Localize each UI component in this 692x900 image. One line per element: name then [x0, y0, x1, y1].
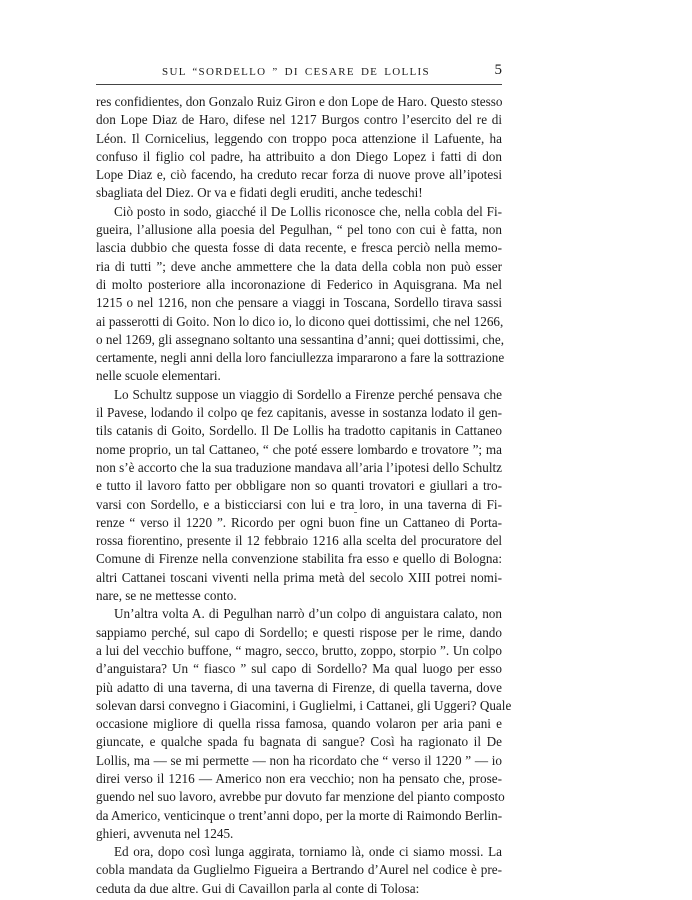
- text-line: 1215 o nel 1216, non che pensare a viaggi in Toscana, Sordello tirava sassi: [96, 295, 502, 311]
- text-line: nome proprio, un tal Cattaneo, “ che poté essere lombardo e trovatore ”; ma: [96, 441, 502, 457]
- running-title: SUL “SORDELLO ” DI CESARE DE LOLLIS: [162, 66, 430, 78]
- text-line: certamente, negli anni della loro fanciullezza impararono a fare la sottrazione: [96, 350, 505, 366]
- text-line: cobla mandata da Guglielmo Figueira a Bertrando d’Aurel nel codice è pre-: [96, 862, 502, 878]
- text-line: Ed ora, dopo così lunga aggirata, torniamo là, onde ci siamo mossi. La: [114, 844, 502, 860]
- text-line: occasione migliore di quella rissa famosa, quando volaron per aria pani e: [96, 716, 502, 732]
- text-line: ghieri, avvenuta nel 1245.: [96, 825, 234, 841]
- text-line: sappiamo perché, sul capo di Sordello; e questi rispose per le rime, dando: [96, 624, 502, 640]
- text-line: varsi con Sordello, e a bisticciarsi con lui e tra loro, in una taverna di Fi-: [96, 496, 502, 512]
- text-line: da Americo, venticinque o trent’anni dopo, per la morte di Raimondo Berlin-: [96, 807, 503, 823]
- text-line: d’anguistara? Un “ fiasco ” sul capo di Sordello? Ma qual luogo per esso: [96, 661, 502, 677]
- text-line: guendo nel suo lavoro, avrebbe pur dovuto far menzione del pianto composto: [96, 789, 505, 805]
- text-line: confuso il figlio col padre, ha attribuito a don Diego Lopez i fatti di don: [96, 148, 502, 164]
- running-head: [96, 62, 502, 84]
- text-line: gueira, l’allusione alla poesia del Pegulhan, “ pel tono con cui è fatta, non: [96, 222, 502, 238]
- text-line: don Lope Diaz de Haro, difese nel 1217 Burgos contro l’esercito del re di: [96, 112, 502, 128]
- text-line: nelle scuole elementari.: [96, 368, 221, 384]
- text-line: Léon. Il Cornicelius, leggendo con troppo poca attenzione il Lafuente, ha: [96, 130, 502, 146]
- text-line: o nel 1269, gli assegnano soltanto una sessantina d’anni; quei dottissimi, che,: [96, 331, 505, 347]
- text-line: sbagliata del Diez. Or va e fidati degli eruditi, anche tedeschi!: [96, 185, 423, 201]
- text-line: ceduta da due altre. Gui di Cavaillon parla al conte di Tolosa:: [96, 880, 420, 896]
- text-line: renze “ verso il 1220 ”. Ricordo per ogni buon fine un Cattaneo di Porta-: [96, 514, 502, 530]
- text-line: lascia dubbio che questa fosse di data recente, e fresca perciò nella memo-: [96, 240, 502, 256]
- page-number: 5: [494, 62, 502, 78]
- text-line: Lo Schultz suppose un viaggio di Sordello a Firenze perché pensava che: [114, 386, 502, 402]
- text-line: di molto posteriore alla incoronazione di Federico in Aquisgrana. Ma nel: [96, 276, 502, 292]
- text-line: ai passerotti di Goito. Non lo dico io, lo dicono quei dottissimi, che nel 1266,: [96, 313, 504, 329]
- text-line: altri Cattanei toscani viventi nella prima metà del secolo XIII potrei nomi-: [96, 569, 502, 585]
- text-line: Lope Diaz e, ciò facendo, ha creduto recar forza di nuove prove all’ipotesi: [96, 167, 502, 183]
- text-line: Ciò posto in sodo, giacché il De Lollis riconosce che, nella cobla del Fi-: [114, 203, 502, 219]
- text-line: a lui del vecchio buffone, “ magro, secco, brutto, zoppo, storpio ”. Un colpo: [96, 642, 502, 658]
- text-line: Lollis, ma — se mi permette — non ha ricordato che “ verso il 1220 ” — io: [96, 752, 502, 768]
- text-line: solevan darsi convegno i Giacomini, i Guglielmi, i Cattanei, gli Uggeri? Quale: [96, 697, 512, 713]
- text-line: Comune di Firenze nella convenzione stabilita fra esso e quello di Bologna:: [96, 551, 502, 567]
- text-line: direi verso il 1216 — Americo non era vecchio; non ha pensato che, prose-: [96, 770, 502, 786]
- text-line: tils catanis di Goito, Sordello. Il De Lollis ha tradotto capitanis in Cattaneo: [96, 423, 502, 439]
- text-line: ria di tutti ”; deve anche ammettere che la data della cobla non può esser: [96, 258, 502, 274]
- text-line: rossa fiorentino, presente il 12 febbraio 1216 alla scelta del procuratore del: [96, 533, 502, 549]
- text-line: più adatto di una taverna, di una taverna di Firenze, di quella taverna, dove: [96, 679, 502, 695]
- text-line: giuncate, e qualche spada fu bagnata di sangue? Così ha ragionato il De: [96, 734, 502, 750]
- text-line: res confidientes, don Gonzalo Ruiz Giron e don Lope de Haro. Questo stesso: [96, 94, 503, 109]
- text-line: non s’è accorto che la sua traduzione mandava all’aria l’ipotesi dello Schultz: [96, 459, 502, 475]
- header-rule: [96, 84, 502, 85]
- text-line: nare, se ne mettesse conto.: [96, 588, 237, 604]
- body-text: [96, 93, 512, 898]
- print-speck: [354, 512, 357, 513]
- text-line: il Pavese, lodando il colpo qe fez capitanis, avesse in sostanza lodato il gen-: [96, 405, 502, 421]
- text-line: e tutto il lavoro fatto per obbligare non so quanti trovatori e giullari a tro-: [96, 478, 502, 494]
- text-line: Un’altra volta A. di Pegulhan narrò d’un colpo di anguistara calato, non: [114, 606, 502, 622]
